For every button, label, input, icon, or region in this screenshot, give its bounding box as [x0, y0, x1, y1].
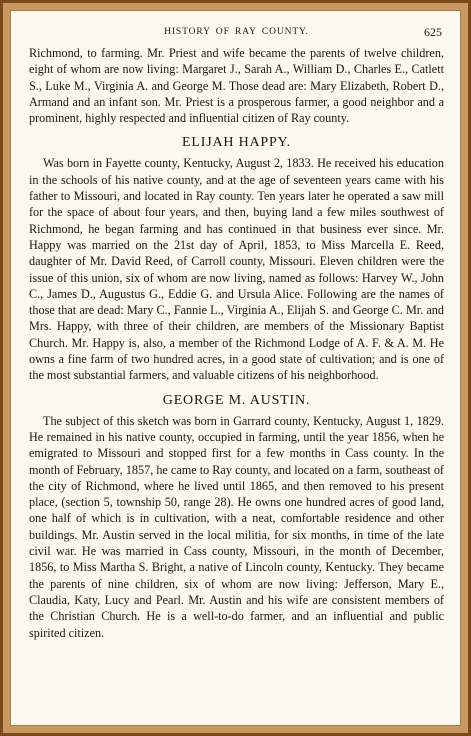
- biography-george-m-austin: The subject of this sketch was born in Garrard county, Kentucky, August 1, 1829. He remained in his native county, occupied in farming, until the year 1856, when he emigrated to Missouri and stopped first for a few months in Cass county. In the month of February, 1857, he came to Ray county, and located on a farm, southeast of the city of Richmond, where he lived until 1865, and then removed to his present place, (section 5, township 50, range 28). He owns one hundred acres of good land, one half of which is in cultivation, with a neat, comfortable residence and other buildings. Mr. Austin served in the local militia, for six months, in time of the late civil war. He was married in Cass county, Missouri, in the month of December, 1856, to Miss Martha S. Bright, a native of Lincoln county, Kentucky. They became the parents of nine children, six of whom are now living: Jefferson, Mary E., Claudia, Katy, Lucy and Pearl. Mr. Austin and his wife are consistent members of the Christian Church. He is a well-to-do farmer, and an influential and public spirited citizen.: [29, 413, 444, 640]
- running-head: [29, 23, 444, 45]
- section-heading-george-m-austin: GEORGE M. AUSTIN.: [162, 392, 311, 408]
- running-title: HISTORY OF RAY COUNTY.: [164, 27, 309, 37]
- book-page: [10, 10, 461, 726]
- continuation-paragraph: Richmond, to farming. Mr. Priest and wife became the parents of twelve children, eight of whom are now living: Margaret J., Sarah A., William D., Charles E., Catlett S., Luke M., Virginia A. and George M. Those dead are: Mary Elizabeth, Robert D., Armand and an infant son. Mr. Priest is a prosperous farmer, a good neighbor and a prominent, highly respected and influential citizen of Ray county.: [29, 46, 444, 126]
- section-heading-elijah-happy: ELIJAH HAPPY.: [182, 135, 291, 151]
- page-number: 625: [424, 25, 442, 39]
- biography-elijah-happy: Was born in Fayette county, Kentucky, August 2, 1833. He received his education in the schools of his native county, and at the age of seventeen years came with his father to Missouri, and located in Ray county. Ten years later he operated a saw mill for the space of about four years, and then, buying land a few miles southwest of Richmond, he began farming and has continued in that business ever since. Mr. Happy was married on the 21st day of April, 1853, to Miss Marcella E. Reed, daughter of Mr. David Reed, of Carroll county, Missouri. Eleven children were the issue of this union, six of whom are now living, named as follows: Harvey W., John C., James D., Augustus G., Eddie G. and Ursula Alice. Following are the names of those that are dead: Mary C., Fannie L., Virginia A., Elijah S. and George C. Mr. and Mrs. Happy, with three of their children, are members of the Missionary Baptist Church. Mr. Happy is, also, a member of the Richmond Lodge of A. F. & A. M. He owns a fine farm of two hundred acres, in a good state of cultivation; and is one of the most substantial farmers, and valuable citizens of his neighborhood.: [29, 156, 444, 383]
